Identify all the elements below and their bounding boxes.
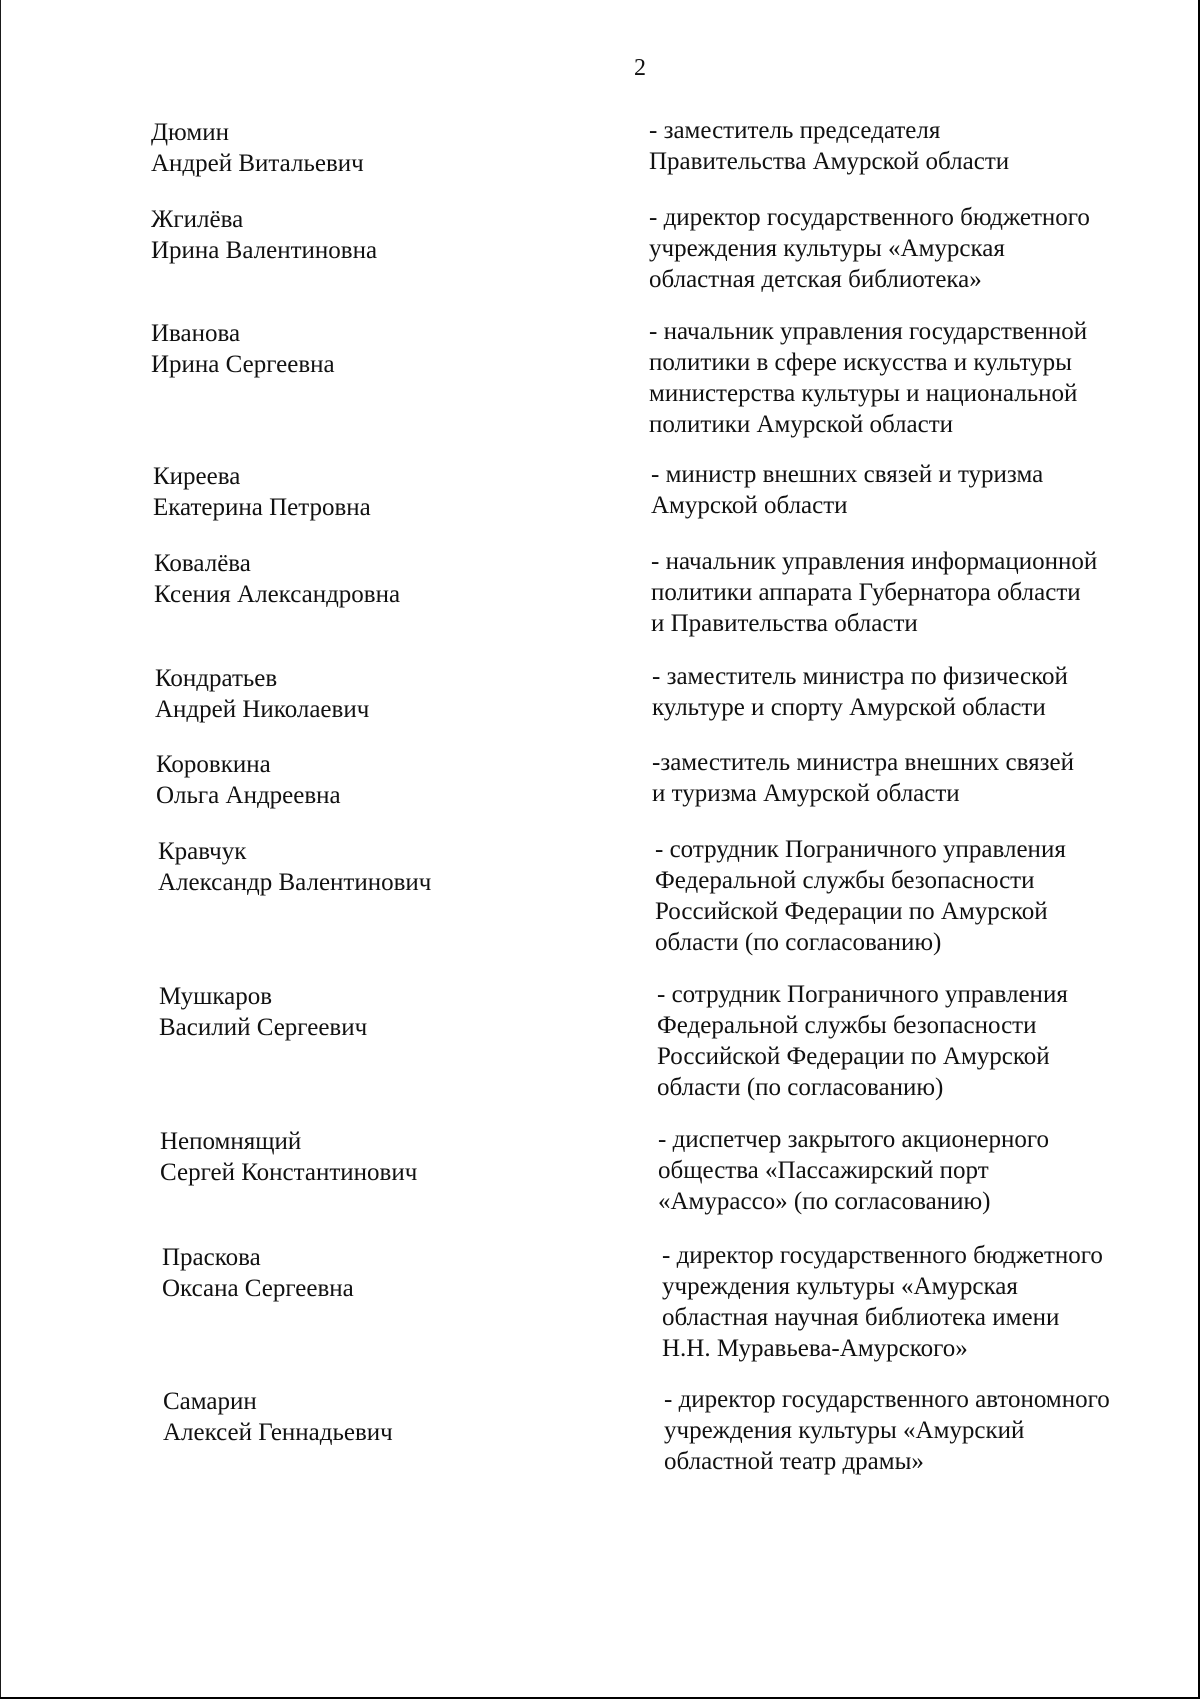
member-position-line: министерства культуры и национальной xyxy=(649,380,1078,407)
member-given-names: Андрей Николаевич xyxy=(155,696,370,723)
member-surname: Кравчук xyxy=(158,838,247,865)
member-position-line: Амурской области xyxy=(651,492,848,519)
member-position-line: -заместитель министра внешних связей xyxy=(652,749,1074,776)
member-name xyxy=(159,981,639,1043)
page-number: 2 xyxy=(634,55,646,81)
member-given-names: Сергей Константинович xyxy=(160,1159,418,1186)
member-surname: Киреева xyxy=(153,463,241,490)
member-position-line: - диспетчер закрытого акционерного xyxy=(658,1126,1049,1153)
member-position-line: - заместитель министра по физической xyxy=(652,663,1068,690)
member-name xyxy=(158,836,638,898)
scan-border-left xyxy=(0,0,1,1699)
member-position xyxy=(649,202,1200,295)
member-surname: Непомнящий xyxy=(160,1128,302,1155)
member-surname: Кондратьев xyxy=(155,665,278,692)
member-position-line: политики в сфере искусства и культуры xyxy=(649,349,1072,376)
member-position-line: Федеральной службы безопасности xyxy=(655,867,1035,894)
member-position-line: областная детская библиотека» xyxy=(649,266,982,293)
member-given-names: Александр Валентинович xyxy=(158,869,432,896)
member-surname: Мушкаров xyxy=(159,983,273,1010)
member-position-line: области (по согласованию) xyxy=(657,1074,944,1101)
member-name xyxy=(162,1242,642,1304)
member-given-names: Ксения Александровна xyxy=(154,581,401,608)
member-given-names: Андрей Витальевич xyxy=(151,150,364,177)
member-given-names: Екатерина Петровна xyxy=(153,494,371,521)
member-position xyxy=(655,834,1200,958)
member-position-line: Российской Федерации по Амурской xyxy=(657,1043,1050,1070)
member-position-line: «Амурассо» (по согласованию) xyxy=(658,1188,991,1215)
member-position-line: культуре и спорту Амурской области xyxy=(652,694,1046,721)
member-given-names: Оксана Сергеевна xyxy=(162,1275,354,1302)
member-position xyxy=(649,115,1200,177)
member-position xyxy=(651,459,1200,521)
member-position-line: - сотрудник Пограничного управления xyxy=(655,836,1066,863)
member-surname: Самарин xyxy=(163,1388,257,1415)
member-position-line: и Правительства области xyxy=(651,610,918,637)
member-position-line: Российской Федерации по Амурской xyxy=(655,898,1048,925)
member-position xyxy=(662,1240,1200,1364)
member-position xyxy=(649,316,1200,440)
member-position xyxy=(651,546,1200,639)
member-position-line: Правительства Амурской области xyxy=(649,148,1010,175)
member-position-line: - начальник управления информационной xyxy=(651,548,1098,575)
member-surname: Дюмин xyxy=(151,119,229,146)
member-position xyxy=(658,1124,1200,1217)
member-position-line: учреждения культуры «Амурская xyxy=(649,235,1005,262)
member-position-line: и туризма Амурской области xyxy=(652,780,960,807)
member-position-line: Федеральной службы безопасности xyxy=(657,1012,1037,1039)
member-position-line: области (по согласованию) xyxy=(655,929,942,956)
member-name xyxy=(151,318,631,380)
member-position-line: - директор государственного бюджетного xyxy=(662,1242,1103,1269)
member-position-line: Н.Н. Муравьева-Амурского» xyxy=(662,1335,968,1362)
member-position-line: - директор государственного автономного xyxy=(664,1386,1110,1413)
member-given-names: Ольга Андреевна xyxy=(156,782,341,809)
member-given-names: Ирина Валентиновна xyxy=(151,237,378,264)
member-given-names: Василий Сергеевич xyxy=(159,1014,368,1041)
member-position-line: учреждения культуры «Амурский xyxy=(664,1417,1025,1444)
member-position-line: - заместитель председателя xyxy=(649,117,941,144)
member-surname: Иванова xyxy=(151,320,241,347)
member-surname: Жгилёва xyxy=(151,206,244,233)
member-name xyxy=(151,117,631,179)
member-surname: Ковалёва xyxy=(154,550,251,577)
member-position-line: учреждения культуры «Амурская xyxy=(662,1273,1018,1300)
member-position-line: - начальник управления государственной xyxy=(649,318,1088,345)
member-position xyxy=(652,661,1200,723)
member-name xyxy=(151,204,631,266)
member-position xyxy=(657,979,1200,1103)
member-position-line: политики аппарата Губернатора области xyxy=(651,579,1081,606)
member-name xyxy=(156,749,636,811)
member-name xyxy=(153,461,633,523)
member-position-line: - директор государственного бюджетного xyxy=(649,204,1090,231)
member-position-line: политики Амурской области xyxy=(649,411,954,438)
member-surname: Коровкина xyxy=(156,751,271,778)
member-position-line: - сотрудник Пограничного управления xyxy=(657,981,1068,1008)
member-position xyxy=(652,747,1200,809)
member-position-line: общества «Пассажирский порт xyxy=(658,1157,989,1184)
member-name xyxy=(160,1126,640,1188)
member-position xyxy=(664,1384,1200,1477)
member-name xyxy=(155,663,635,725)
member-position-line: - министр внешних связей и туризма xyxy=(651,461,1044,488)
member-name xyxy=(154,548,634,610)
member-position-line: областной театр драмы» xyxy=(664,1448,924,1475)
member-position-line: областная научная библиотека имени xyxy=(662,1304,1060,1331)
member-surname: Праскова xyxy=(162,1244,261,1271)
member-given-names: Ирина Сергеевна xyxy=(151,351,335,378)
member-name xyxy=(163,1386,643,1448)
member-given-names: Алексей Геннадьевич xyxy=(163,1419,393,1446)
